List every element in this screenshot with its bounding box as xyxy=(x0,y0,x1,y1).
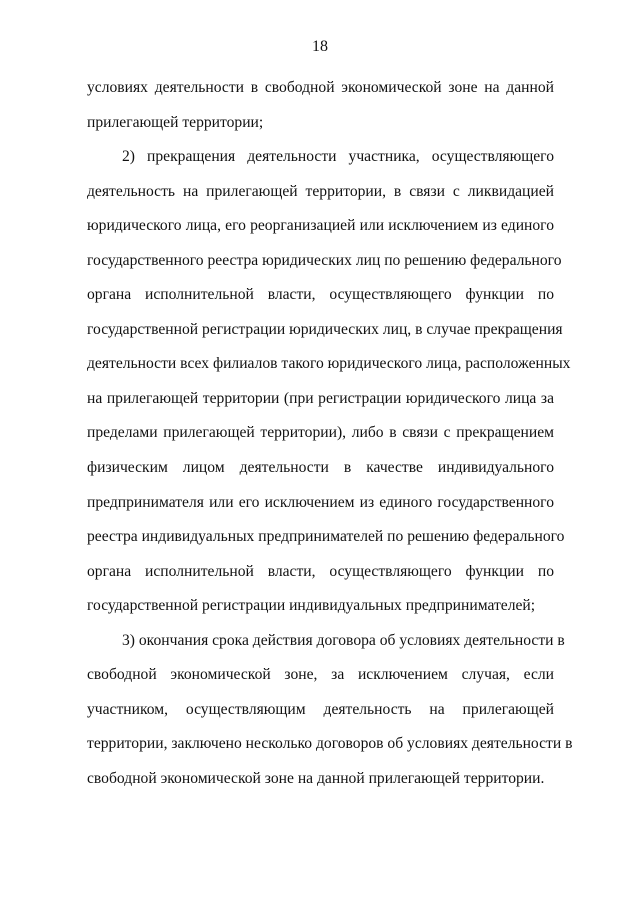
text-line: на прилегающей территории (при регистрации юридического лица за xyxy=(87,389,554,407)
text-line: 3) окончания срока действия договора об условиях деятельности в xyxy=(122,631,565,649)
text-line: прилегающей территории; xyxy=(87,113,264,131)
text-line: деятельность на прилегающей территории, в связи с ликвидацией xyxy=(87,182,554,200)
paragraph xyxy=(87,629,573,802)
text-line: 2) прекращения деятельности участника, осуществляющего xyxy=(122,148,554,166)
text-line: предпринимателя или его исключением из единого государственного xyxy=(87,493,554,511)
paragraph xyxy=(87,145,571,629)
text-line: реестра индивидуальных предпринимателей по решению федерального xyxy=(87,528,565,546)
text-line: участником, осуществляющим деятельность на прилегающей xyxy=(87,700,554,718)
text-line: юридического лица, его реорганизацией или исключением из единого xyxy=(87,217,554,235)
text-line: органа исполнительной власти, осуществляющего функции по xyxy=(87,562,554,580)
text-line: государственного реестра юридических лиц по решению федерального xyxy=(87,251,562,269)
text-line: пределами прилегающей территории), либо в связи с прекращением xyxy=(87,424,554,442)
text-line: условиях деятельности в свободной экономической зоне на данной xyxy=(87,79,554,96)
text-line: государственной регистрации юридических лиц, в случае прекращения xyxy=(87,320,563,338)
text-line: физическим лицом деятельности в качестве индивидуального xyxy=(87,459,554,477)
text-line: государственной регистрации индивидуальных предпринимателей; xyxy=(87,597,536,615)
text-line: свободной экономической зоне на данной прилегающей территории. xyxy=(87,769,545,787)
text-line: территории, заключено несколько договоров об условиях деятельности в xyxy=(87,735,573,753)
document-body xyxy=(87,76,573,801)
text-line: органа исполнительной власти, осуществляющего функции по xyxy=(87,286,554,304)
page-number: 18 xyxy=(312,38,328,55)
text-line: свободной экономической зоне, за исключением случая, если xyxy=(87,666,554,684)
paragraph xyxy=(87,76,554,145)
text-line: деятельности всех филиалов такого юридического лица, расположенных xyxy=(87,355,571,373)
